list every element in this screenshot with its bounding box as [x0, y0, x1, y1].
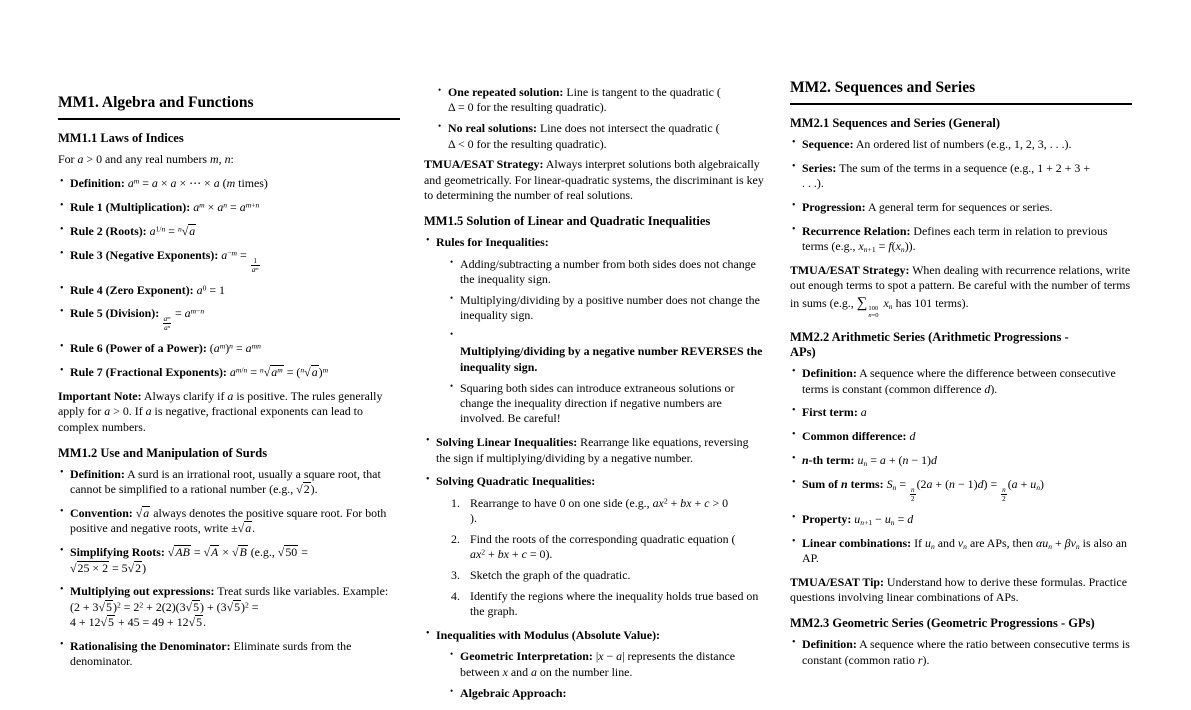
bullet-item: [790, 637, 1132, 668]
item-text: Sequence: An ordered list of numbers (e.g., 1, 2, 3, . . .).: [802, 136, 1072, 151]
section-heading: MM1. Algebra and Functions: [58, 94, 400, 120]
item-text: Sum of n terms: $S_n$ = $\frac{n}{2}$ (2a + (n − 1)d) = $\frac{n}{2}$ $(a + u_n)$: [802, 476, 1045, 504]
bullet-list: [790, 637, 1132, 668]
item-text: Algebraic Approach:: [460, 685, 567, 700]
bullet-item: [790, 429, 1132, 444]
bullet-item: [58, 224, 400, 239]
item-text: First term: a: [802, 405, 867, 420]
paragraph: Important Note: Always clarify if a is positive. The rules generally apply for a > 0. If a is negative, fractional exponents can lead to complex numbers.: [58, 388, 383, 434]
bullet-item: [448, 381, 766, 427]
bullet-item: [58, 248, 400, 274]
bullet-item: [448, 293, 766, 324]
item-text: Progression: A general term for sequences or series.: [802, 199, 1053, 214]
subsection-heading: MM1.5 Solution of Linear and Quadratic Inequalities: [424, 214, 711, 229]
bullet-list: [790, 137, 1132, 255]
bullet-item: [424, 474, 766, 619]
numbered-item: [448, 568, 766, 583]
subsection-heading: MM1.1 Laws of Indices: [58, 130, 184, 145]
bullet-item: [790, 224, 1132, 255]
item-text: Rule 1 (Multiplication): $a^m \times a^n = a^{m+n}$: [70, 200, 260, 214]
paragraph: For a > 0 and any real numbers m, n:: [58, 151, 234, 166]
item-text: One repeated solution: Line is tangent to the quadratic ( Δ = 0 for the resulting quadratic).: [448, 85, 721, 115]
bullet-item: [448, 686, 766, 701]
bullet-item: [790, 405, 1132, 420]
bullet-item: [58, 639, 400, 670]
item-text: Definition: A sequence where the ratio between consecutive terms is constant (common ratio r).: [802, 637, 1130, 667]
paragraph: TMUA/ESAT Strategy: When dealing with recurrence relations, write out enough terms to spot a pattern. Be careful with the number of terms in sums (e.g., ∑ 100 n=0 $x_n$ has 101 terms).: [790, 262, 1131, 320]
item-text: Find the roots of the corresponding quadratic equation ( $ax^2$ + bx + c = 0).: [470, 531, 736, 562]
item-text: Linear combinations: If $u_n$ and $v_n$ are APs, then $\alpha u_n + \beta v_n$ is also an AP.: [802, 535, 1127, 565]
item-text: Rule 6 (Power of a Power): $(a^m)^n = a^{mn}$: [70, 341, 261, 356]
item-text: Rearrange to have 0 on one side (e.g., $ax^2$ + bx + c > 0 ).: [470, 495, 729, 526]
bullet-item: [790, 137, 1132, 152]
bullet-item: [448, 257, 766, 288]
numbered-list: [448, 496, 766, 620]
item-text: Solving Linear Inequalities: Rearrange like equations, reversing the sign if multiplying/dividing by a negative number.: [436, 435, 749, 465]
item-text: Property: $u_{n+1} - u_n = d$: [802, 511, 914, 527]
subsection-heading: MM2.2 Arithmetic Series (Arithmetic Progressions - APs): [790, 330, 1069, 360]
item-text: Rationalising the Denominator: Eliminate surds from the denominator.: [70, 639, 352, 669]
item-text: Rule 5 (Division): $\frac{a^m}{a^n}$ = $a^{m-n}$: [70, 306, 205, 333]
bullet-item: [448, 329, 766, 375]
paragraph: TMUA/ESAT Tip: Understand how to derive these formulas. Practice questions involving linear combinations of APs.: [790, 574, 1127, 605]
bullet-list: [58, 467, 400, 670]
bullet-item: [790, 512, 1132, 527]
bullet-item: [424, 435, 766, 466]
item-text: Rule 2 (Roots): $a^{1/n} = ^n√a$: [70, 223, 196, 238]
bullet-item: [58, 200, 400, 215]
item-text: No real solutions: Line does not intersect the quadratic ( Δ < 0 for the resulting quadratic).: [448, 121, 720, 151]
item-text: Rule 7 (Fractional Exponents): $a^{m/n} = ^n√a^m = (^n√a)^m$: [70, 365, 329, 380]
bullet-list: [790, 366, 1132, 566]
item-text: Multiplying/dividing by a positive number does not change the inequality sign.: [460, 292, 760, 323]
bullet-item: [790, 453, 1132, 468]
bullet-item: [58, 306, 400, 332]
subsection-heading: MM1.2 Use and Manipulation of Surds: [58, 445, 268, 460]
bullet-item: [58, 584, 400, 630]
item-text: Convention: √a always denotes the positive square root. For both positive and negative roots, write ±√a.: [70, 506, 387, 536]
column-3: [790, 0, 1132, 710]
bullet-item: [58, 341, 400, 356]
item-text: Multiplying out expressions: Treat surds like variables. Example: $(2 + 3√5)^2 = 2^2 + 2(2)(3√5) + (3√5)^2$ = 4 + 12√5 + 45 = 49 + 12√5.: [70, 584, 389, 630]
item-text: Sketch the graph of the quadratic.: [470, 568, 631, 583]
bullet-item: [436, 121, 766, 152]
bullet-item: [424, 628, 766, 701]
item-text: Definition: A surd is an irrational root, usually a square root, that cannot be simplified to a rational number (e.g., √2).: [70, 466, 381, 497]
item-text: Rules for Inequalities:: [436, 235, 549, 250]
item-text: Solving Quadratic Inequalities:: [436, 474, 596, 489]
bullet-list: [424, 235, 766, 701]
item-text: Recurrence Relation: Defines each term in relation to previous terms (e.g., $x_{n+1} = f(x_n)$).: [802, 223, 1108, 254]
numbered-item: [448, 496, 766, 527]
bullet-item: [790, 366, 1132, 397]
bullet-list: [448, 257, 766, 427]
item-text: Squaring both sides can introduce extraneous solutions or change the inequality direction if negative numbers are involved. Be careful!: [460, 380, 735, 426]
item-text: Adding/subtracting a number from both sides does not change the inequality sign.: [460, 256, 756, 287]
item-text: Series: The sum of the terms in a sequence (e.g., 1 + 2 + 3 + . . .).: [802, 160, 1091, 190]
subsection-heading: MM2.1 Sequences and Series (General): [790, 115, 1001, 130]
bullet-item: [58, 283, 400, 298]
bullet-list: [58, 176, 400, 380]
item-text: n-th term: $u_n = a + (n - 1)d$: [802, 453, 937, 468]
bullet-item: [58, 467, 400, 498]
bullet-item: [790, 536, 1132, 567]
bullet-item: [58, 545, 400, 576]
item-text: Rule 4 (Zero Exponent): $a^0 = 1$: [70, 282, 225, 297]
item-text: Common difference: d: [802, 429, 916, 444]
item-text: Multiplying/dividing by a negative number REVERSES the inequality sign.: [460, 344, 763, 374]
bullet-list: [448, 649, 766, 701]
item-text: Identify the regions where the inequality holds true based on the graph.: [470, 588, 759, 619]
bullet-item: [58, 365, 400, 380]
paragraph: TMUA/ESAT Strategy: Always interpret solutions both algebraically and geometrically. For linear-quadratic systems, the discriminant is key to determining the number of real solutions.: [424, 157, 764, 203]
section-heading: MM2. Sequences and Series: [790, 79, 1132, 105]
bullet-item: [58, 506, 400, 537]
numbered-item: [448, 532, 766, 563]
bullet-item: [448, 649, 766, 680]
bullet-item: [790, 477, 1132, 503]
bullet-item: [424, 235, 766, 426]
item-text: Definition: A sequence where the difference between consecutive terms is constant (common difference d).: [802, 366, 1116, 396]
bullet-item: [436, 85, 766, 116]
bullet-item: [58, 176, 400, 191]
column-2: [424, 0, 766, 710]
bullet-list: [436, 85, 766, 152]
item-text: Geometric Interpretation: |x − a| represents the distance between x and a on the number line.: [460, 649, 736, 679]
bullet-item: [790, 161, 1132, 192]
item-text: Definition: $a^m = a \times a$ × ⋯ × a (m times): [70, 176, 268, 191]
column-1: [58, 0, 400, 710]
numbered-item: [448, 589, 766, 620]
item-text: Simplifying Roots: √AB = √A × √B (e.g., √50 = √25 × 2 = 5√2): [70, 545, 308, 575]
subsection-heading: MM2.3 Geometric Series (Geometric Progressions - GPs): [790, 616, 1095, 631]
item-text: Inequalities with Modulus (Absolute Value):: [436, 628, 660, 643]
item-text: Rule 3 (Negative Exponents): $a^{-m}$ = $\frac{1}{a^m}$: [70, 247, 259, 274]
bullet-item: [790, 200, 1132, 215]
